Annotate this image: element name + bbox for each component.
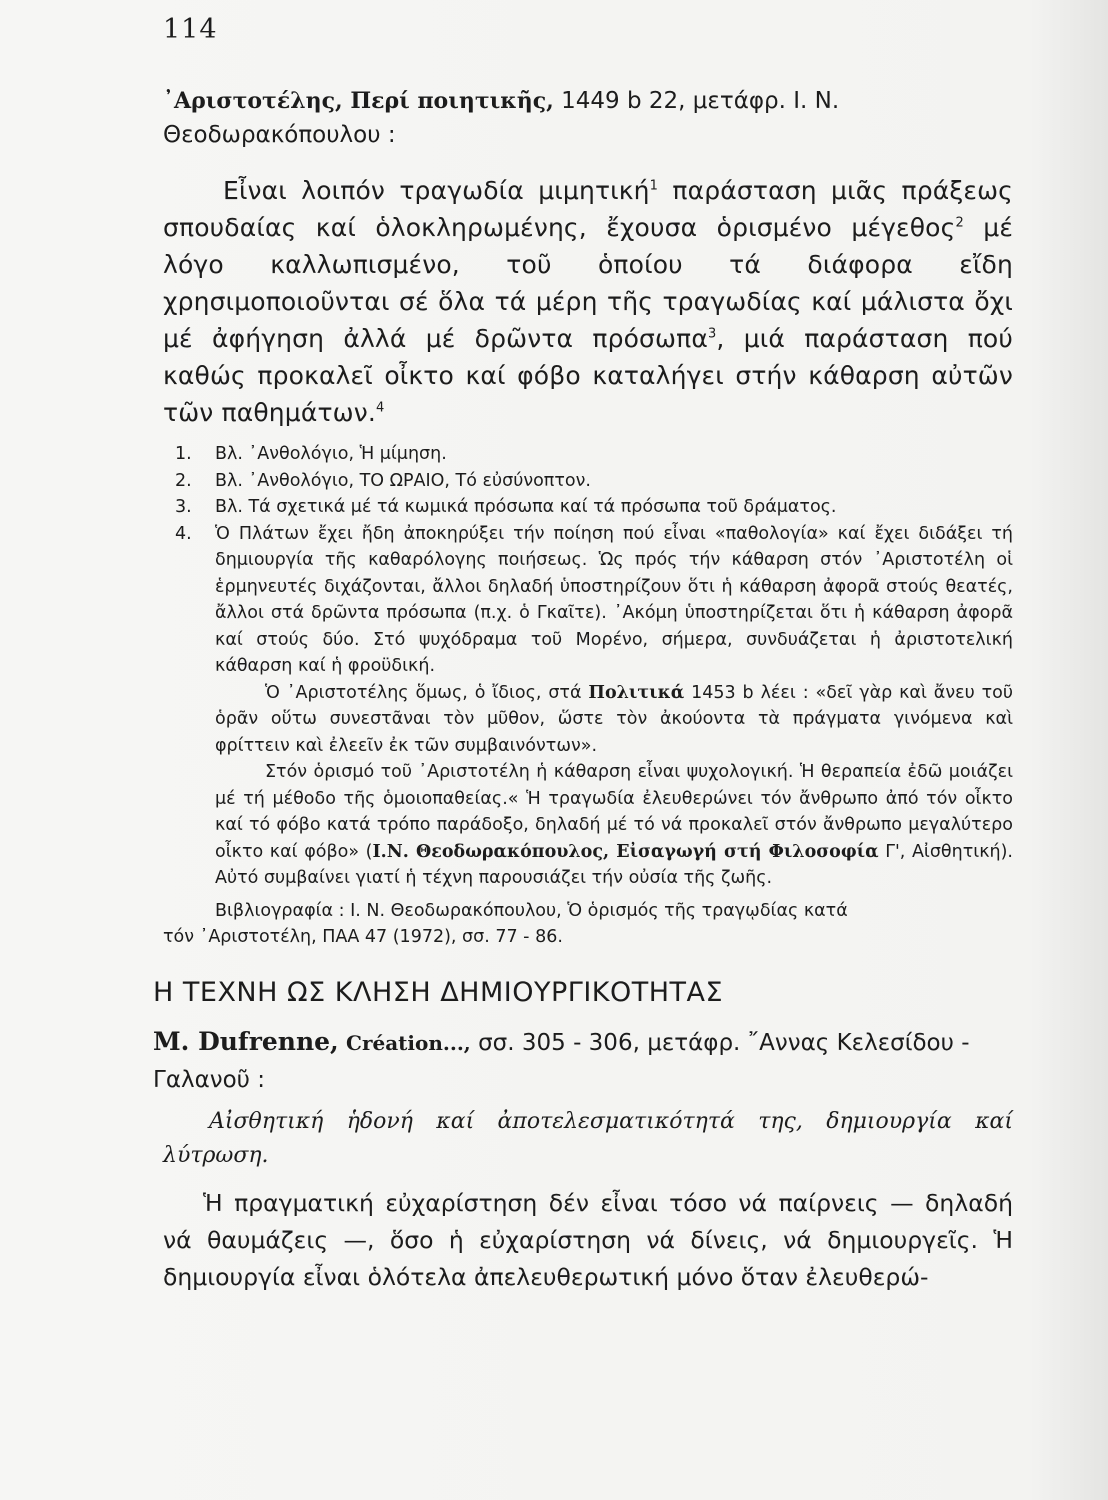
source-citation (163, 84, 1013, 152)
passage-part: , μιά παράσταση πού καθώς προκαλεῖ οἶκτο καί φόβο καταλήγει στήν κάθαρση αὐτῶν τῶν παθημάτων. (163, 324, 1013, 427)
passage-part: παράσταση μιᾶς πράξεως σπουδαίας καί ὁλοκληρωμένης, ἔχουσα ὁρισμένο μέγεθος (163, 176, 1014, 242)
source-author: M. Dufrenne, (153, 1026, 339, 1056)
footnote-paragraph (163, 680, 1013, 760)
footnote-ref: 3 (707, 326, 717, 342)
text-run: Στόν ὁρισμό τοῦ ᾿Αριστοτέλη ἡ κάθαρση εἶναι ψυχολογική. Ἡ θεραπεία ἐδῶ μοιάζει μέ τή μέθοδο τῆς ὁμοιοπαθείας.« Ἡ τραγωδία ἐλευθερώνει τόν ἄνθρωπο ἀπό τόν οἶκτο καί τό φόβο κατά τρόπο παράδοξο, δηλαδή μέ τό νά προκαλεῖ στόν ἄνθρωπο μεγαλύτερο οἶκτο καί φόβο» ( (215, 762, 1013, 862)
footnote (163, 468, 1013, 495)
work-title: Ι.Ν. Θεοδωρακόπουλος, Εἰσαγωγή στή Φιλοσοφία (372, 841, 879, 862)
footnote-text: Βλ. Τά σχετικά μέ τά κωμικά πρόσωπα καί τά πρόσωπα τοῦ δράματος. (215, 497, 837, 517)
bibliography (163, 898, 1013, 951)
footnote-text: Ὁ Πλάτων ἔχει ἤδη ἀποκηρύξει τήν ποίηση πού εἶναι «παθολογία» καί ἔχει διδάξει τή δημιουργία τῆς καθαρόλογης ποιήσεως. Ὡς πρός τήν κάθαρση στόν ᾿Αριστοτέλη οἱ ἑρμηνευτές διχάζονται, ἄλλοι δηλαδή ὑποστηρίζουν ὅτι ἡ κάθαρση ἀφορᾶ στούς θεατές, ἄλλοι στά δρῶντα πρόσωπα (π.χ. ὁ Γκαῖτε). ᾿Ακόμη ὑποστηρίζεται ὅτι ἡ κάθαρση ἀφορᾶ καί στούς δύο. Στό ψυχόδραμα τοῦ Μορένο, σήμερα, συνδυάζεται ἡ ἀριστοτελική κάθαρση καί ἡ φροϋδική. (215, 523, 1013, 676)
footnote-number: 4. (175, 523, 192, 544)
text-run: 1453 b λέει : «δεῖ γὰρ καὶ ἄνευ τοῦ ὁρᾶν οὕτω συνεστᾶναι τὸν μῦθον, ὥστε τὸν ἀκούοντα τὰ πράγματα γινόμενα καὶ φρίττειν καὶ ἐλεεῖν ἐκ τῶν συμβαινόντων». (215, 682, 1013, 756)
footnote-number: 2. (175, 470, 192, 491)
source-details: 1449 b 22, μετάφρ. Ι. Ν. Θεοδωρακόπουλου : (163, 88, 840, 148)
text-run: Ὁ ᾿Αριστοτέλης ὅμως, ὁ ἴδιος, στά (265, 682, 589, 703)
footnote-ref: 1 (649, 178, 659, 194)
bibliography-line: Βιβλιογραφία : Ι. Ν. Θεοδωρακόπουλου, Ὁ ὁρισμός τῆς τραγῳδίας κατά (215, 900, 848, 921)
footnote (163, 441, 1013, 468)
footnote-ref: 4 (375, 400, 385, 416)
passage-part: μέ λόγο καλλωπισμένο, τοῦ ὁποίου τά διάφορα εἴδη χρησιμοποιοῦνται σέ ὅλα τά μέρη τῆς τραγωδίας καί μάλιστα ὄχι μέ ἀφήγηση ἀλλά μέ δρῶντα πρόσωπα (163, 213, 1013, 353)
footnote-text: Βλ. ᾿Ανθολόγιο, Ἡ μίμηση. (215, 444, 447, 464)
bibliography-line: τόν ᾿Αριστοτέλη, ΠΑΑ 47 (1972), σσ. 77 - 86. (163, 927, 563, 947)
passage-subtitle: Αἰσθητική ἡδονή καί ἀποτελεσματικότητά της, δημιουργία καί λύτρωση. (163, 1108, 1013, 1168)
footnote (163, 521, 1013, 680)
footnote (163, 494, 1013, 521)
work-title: Création..., (346, 1030, 471, 1055)
passage-part: Εἶναι λοιπόν τραγωδία μιμητική (223, 176, 650, 205)
work-title: Πολιτικά (588, 682, 685, 703)
source-details: σσ. 305 - 306, μετάφρ. ῎Αννας Κελεσίδου - Γαλανοῦ : (153, 1029, 970, 1093)
footnote-number: 3. (175, 497, 192, 517)
footnote-paragraph (163, 759, 1013, 892)
source-author: ᾿Αριστοτέλης, Περί ποιητικῆς, (163, 88, 554, 114)
footnote-number: 1. (175, 444, 192, 464)
section-heading: Η ΤΕΧΝΗ ΩΣ ΚΛΗΣΗ ΔΗΜΙΟΥΡΓΙΚΟΤΗΤΑΣ (153, 976, 724, 1008)
page-text (153, 84, 1014, 1296)
text-run: Γ', Αἰσθητική). Αὐτό συμβαίνει γιατί ἡ τέχνη παρουσιάζει τήν οὐσία τῆς ζωῆς. (215, 841, 1013, 888)
footnote-ref: 2 (955, 215, 964, 231)
page-number: 114 (163, 14, 218, 45)
source-citation-2 (153, 1023, 1013, 1099)
footnote-text: Βλ. ᾿Ανθολόγιο, ΤΟ ΩΡΑΙΟ, Τό εὐσύνοπτον. (215, 470, 591, 491)
quoted-passage (163, 172, 1013, 431)
footnotes (163, 441, 1013, 951)
body-paragraph: Ἡ πραγματική εὐχαρίστηση δέν εἶναι τόσο νά παίρνεις — δηλαδή νά θαυμάζεις —, ὅσο ἡ εὐχαρίστηση νά δίνεις, νά δημιουργεῖς. Ἡ δημιουργία εἶναι ὁλότελα ἀπελευθερωτική μόνο ὅταν ἐλευθερώ- (163, 1188, 1013, 1291)
